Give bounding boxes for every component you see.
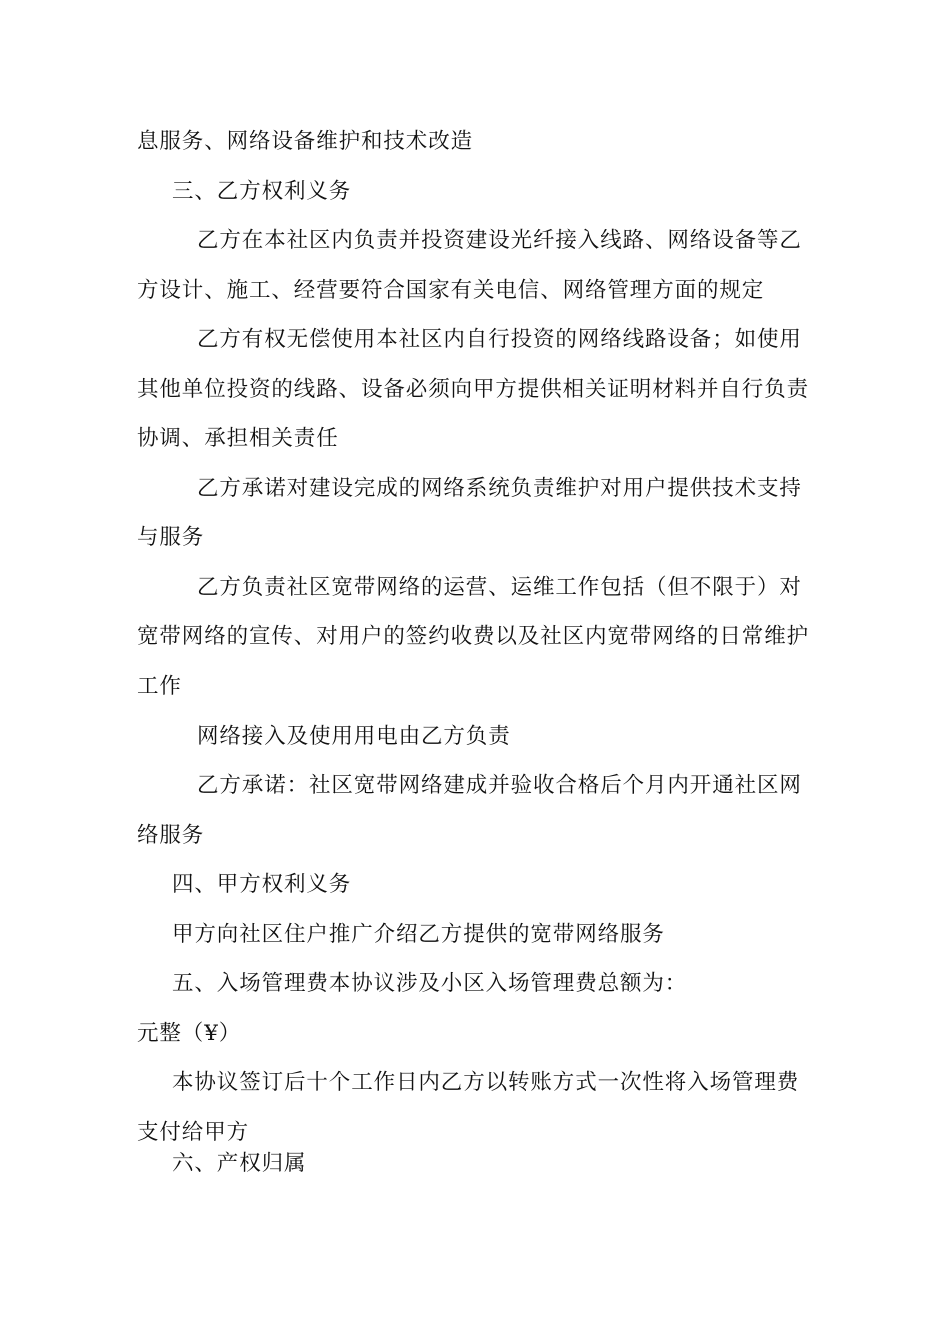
section-heading: 三、乙方权利义务: [172, 179, 352, 204]
paragraph-line: 协调、承担相关责任: [137, 426, 339, 451]
paragraph-line: 本协议签订后十个工作日内乙方以转账方式一次性将入场管理费: [172, 1070, 800, 1095]
paragraph-line: 元整（¥）: [137, 1021, 242, 1046]
paragraph-line: 与服务: [137, 525, 205, 550]
paragraph-line: 方设计、施工、经营要符合国家有关电信、网络管理方面的规定: [137, 278, 765, 303]
section-heading: 五、入场管理费本协议涉及小区入场管理费总额为：: [172, 971, 688, 996]
section-heading: 六、产权归属: [172, 1151, 307, 1176]
paragraph-line: 息服务、网络设备维护和技术改造: [137, 129, 474, 154]
paragraph-line: 乙方负责社区宽带网络的运营、运维工作包括（但不限于）对: [197, 575, 802, 600]
paragraph-line: 甲方向社区住户推广介绍乙方提供的宽带网络服务: [172, 922, 665, 947]
paragraph-line: 乙方在本社区内负责并投资建设光纤接入线路、网络设备等乙: [197, 228, 802, 253]
section-heading: 四、甲方权利义务: [172, 872, 352, 897]
paragraph-line: 其他单位投资的线路、设备必须向甲方提供相关证明材料并自行负责: [137, 377, 810, 402]
paragraph-line: 络服务: [137, 823, 205, 848]
paragraph-line: 支付给甲方: [137, 1120, 250, 1145]
paragraph-line: 乙方有权无偿使用本社区内自行投资的网络线路设备；如使用: [197, 327, 802, 352]
paragraph-line: 网络接入及使用用电由乙方负责: [197, 724, 511, 749]
paragraph-line: 工作: [137, 674, 182, 699]
paragraph-line: 乙方承诺对建设完成的网络系统负责维护对用户提供技术支持: [197, 476, 802, 501]
paragraph-line: 宽带网络的宣传、对用户的签约收费以及社区内宽带网络的日常维护: [137, 624, 810, 649]
paragraph-line: 乙方承诺：社区宽带网络建成并验收合格后个月内开通社区网: [197, 773, 802, 798]
